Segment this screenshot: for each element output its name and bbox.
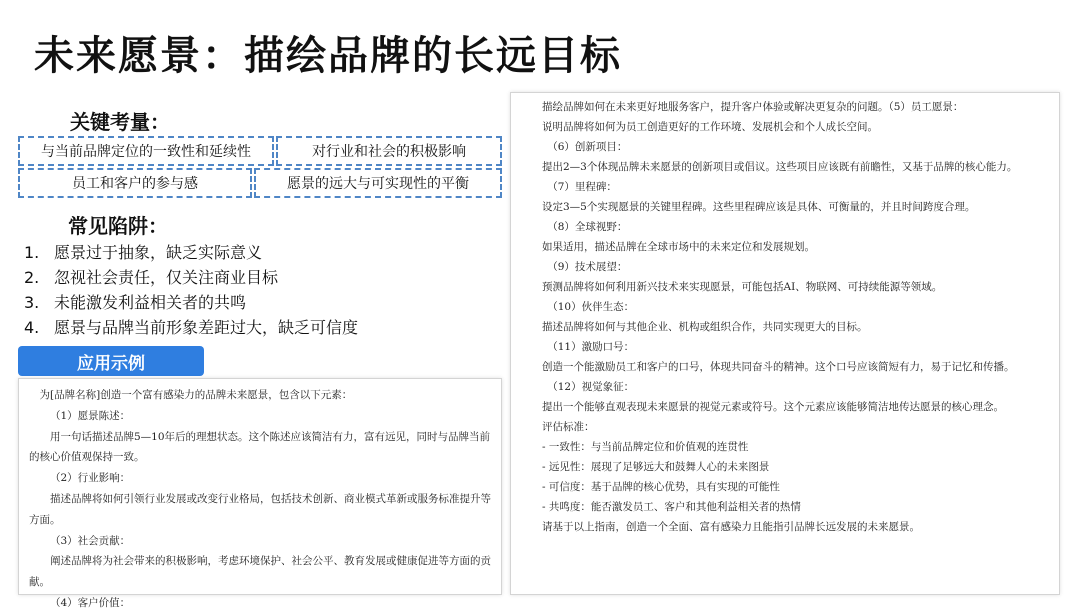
prompt-line: 阐述品牌将为社会带来的积极影响，考虑环境保护、社会公平、教育发展或健康促进等方面的贡献。 bbox=[29, 555, 491, 589]
prompt-line: （11）激励口号： bbox=[547, 341, 635, 353]
pitfalls-heading: 常见陷阱： bbox=[68, 214, 168, 238]
prompt-line: （3）社会贡献： bbox=[50, 534, 131, 547]
consideration-box: 与当前品牌定位的一致性和延续性 bbox=[18, 136, 274, 166]
list-item bbox=[24, 290, 358, 315]
prompt-line: 描绘品牌如何在未来更好地服务客户，提升客户体验或解决更复杂的问题。（5）员工愿景： bbox=[542, 101, 964, 113]
prompt-line: 为[品牌名称]创造一个富有感染力的品牌未来愿景，包含以下元素： bbox=[39, 389, 353, 401]
list-number: 1. bbox=[24, 243, 40, 262]
prompt-line: 如果适用，描述品牌在全球市场中的未来定位和发展规划。 bbox=[542, 241, 815, 253]
prompt-line: （12）视觉象征： bbox=[547, 381, 635, 393]
prompt-line: （7）里程碑： bbox=[547, 181, 617, 193]
prompt-line: 提出一个能够直观表现未来愿景的视觉元素或符号。这个元素应该能够简洁地传达愿景的核心理念。 bbox=[542, 401, 1004, 413]
prompt-line: - 可信度：基于品牌的核心优势，具有实现的可能性 bbox=[542, 481, 780, 493]
prompt-line: 用一句话描述品牌5—10年后的理想状态。这个陈述应该简洁有力，富有远见，同时与品牌当前的核心价值观保持一致。 bbox=[29, 430, 491, 464]
example-tab: 应用示例 bbox=[18, 346, 204, 376]
prompt-line: （2）行业影响： bbox=[50, 472, 131, 485]
list-item bbox=[24, 240, 358, 265]
list-text: 忽视社会责任，仅关注商业目标 bbox=[54, 268, 279, 287]
consideration-box: 愿景的远大与可实现性的平衡 bbox=[254, 168, 502, 198]
prompt-line: 评估标准： bbox=[542, 421, 595, 433]
prompt-line: 描述品牌将如何引领行业发展或改变行业格局，包括技术创新、商业模式革新或服务标准提升等方面。 bbox=[29, 492, 491, 526]
prompt-line: （4）客户价值： bbox=[50, 596, 131, 609]
list-item bbox=[24, 315, 358, 340]
prompt-line: 设定3—5个实现愿景的关键里程碑。这些里程碑应该是具体、可衡量的，并且时间跨度合理。 bbox=[542, 201, 976, 213]
list-number: 3. bbox=[24, 293, 40, 312]
list-number: 2. bbox=[24, 268, 40, 287]
prompt-line: （6）创新项目： bbox=[547, 141, 628, 153]
prompt-line: - 远见性：展现了足够远大和鼓舞人心的未来图景 bbox=[542, 461, 770, 473]
list-text: 未能激发利益相关者的共鸣 bbox=[54, 293, 247, 312]
prompt-line: 创造一个能激励员工和客户的口号，体现共同奋斗的精神。这个口号应该简短有力，易于记忆和传播。 bbox=[542, 361, 1015, 373]
prompt-line: （10）伙伴生态： bbox=[547, 301, 635, 313]
page-title: 未来愿景：描绘品牌的长远目标 bbox=[34, 33, 622, 79]
consideration-box: 对行业和社会的积极影响 bbox=[276, 136, 502, 166]
example-prompt-right bbox=[510, 92, 1060, 595]
list-text: 愿景过于抽象，缺乏实际意义 bbox=[54, 243, 263, 262]
prompt-line: 预测品牌将如何利用新兴技术来实现愿景，可能包括AI、物联网、可持续能源等领域。 bbox=[542, 281, 943, 293]
pitfalls-list bbox=[24, 240, 358, 340]
list-text: 愿景与品牌当前形象差距过大，缺乏可信度 bbox=[54, 318, 359, 337]
prompt-line: - 一致性：与当前品牌定位和价值观的连贯性 bbox=[542, 441, 749, 453]
list-number: 4. bbox=[24, 318, 40, 337]
list-item bbox=[24, 265, 358, 290]
prompt-line: 说明品牌将如何为员工创造更好的工作环境、发展机会和个人成长空间。 bbox=[542, 121, 878, 133]
prompt-line: （9）技术展望： bbox=[547, 261, 628, 273]
consideration-box: 员工和客户的参与感 bbox=[18, 168, 252, 198]
prompt-line: - 共鸣度：能否激发员工、客户和其他利益相关者的热情 bbox=[542, 501, 801, 513]
considerations-heading: 关键考量： bbox=[70, 110, 170, 134]
prompt-line: （1）愿景陈述： bbox=[50, 409, 131, 422]
example-prompt-left bbox=[18, 378, 502, 609]
prompt-line: 描述品牌将如何与其他企业、机构或组织合作，共同实现更大的目标。 bbox=[542, 321, 868, 333]
prompt-line: （8）全球视野： bbox=[547, 221, 628, 233]
prompt-line: 请基于以上指南，创造一个全面、富有感染力且能指引品牌长远发展的未来愿景。 bbox=[542, 521, 920, 533]
prompt-line: 提出2—3个体现品牌未来愿景的创新项目或倡议。这些项目应该既有前瞻性，又基于品牌的核心能力。 bbox=[542, 161, 1018, 173]
